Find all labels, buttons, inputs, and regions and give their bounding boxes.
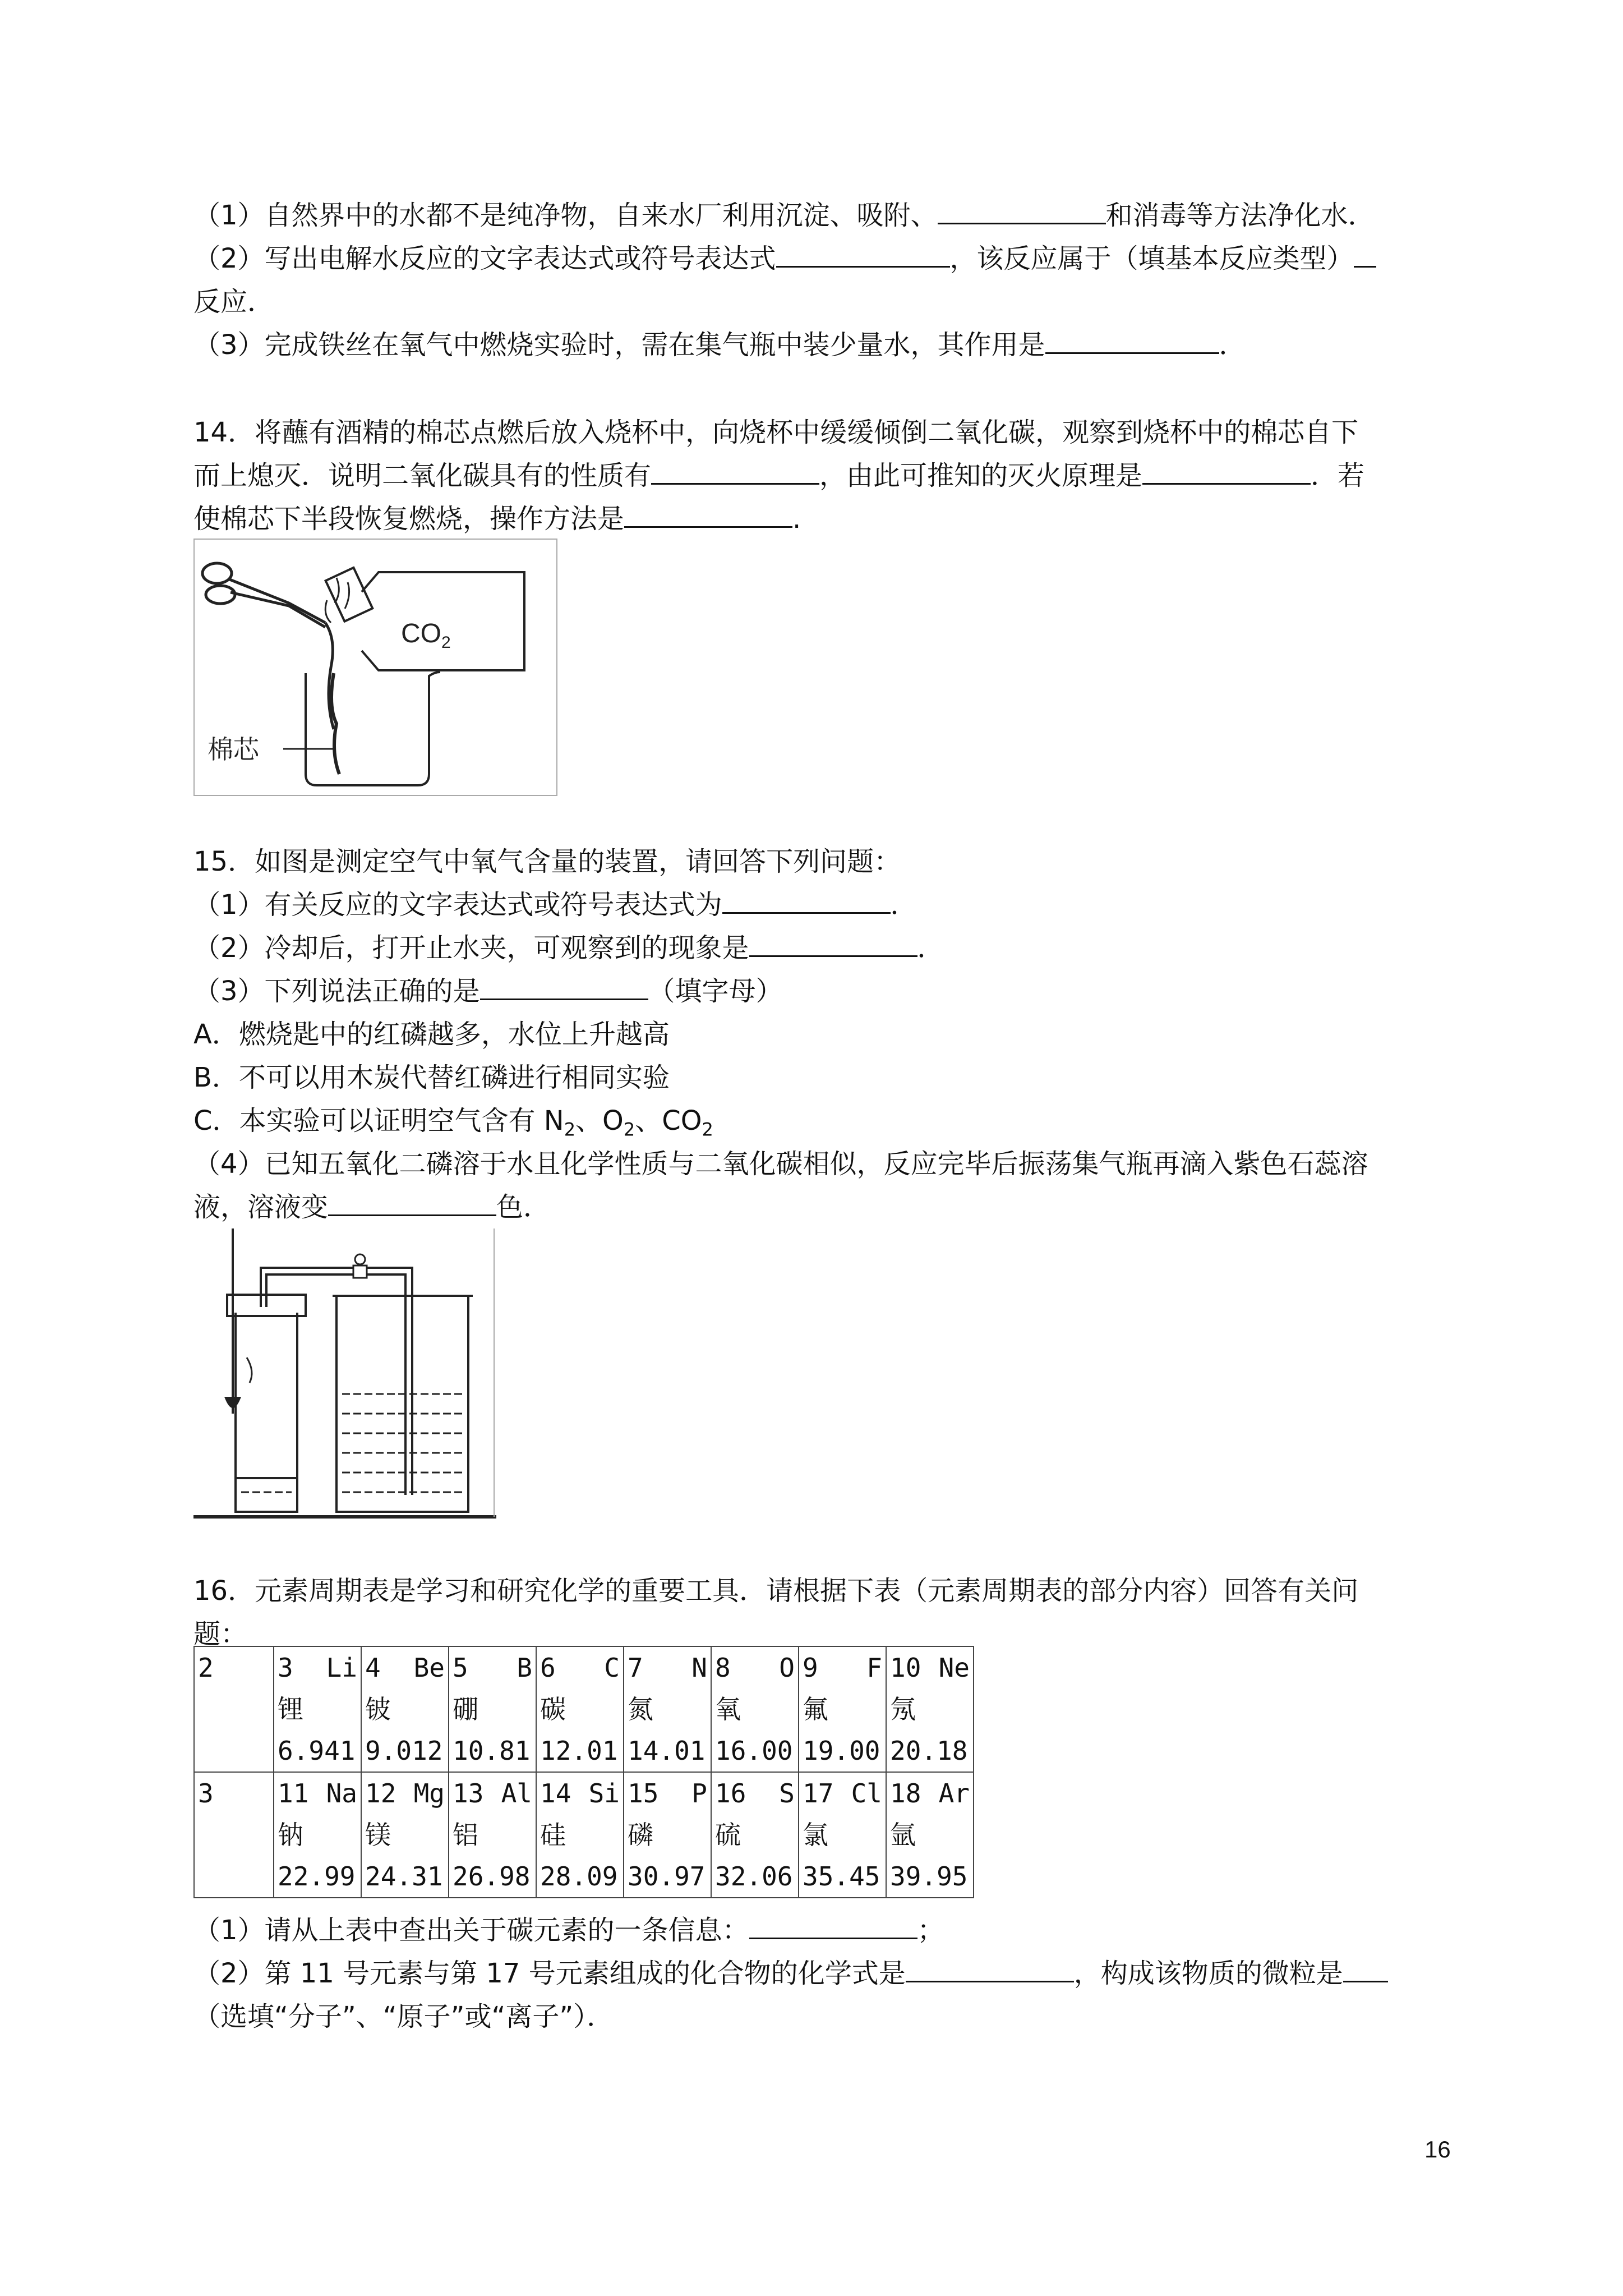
atomic-number: 3 bbox=[278, 1653, 293, 1683]
q15-part4-cont: 液，溶液变 色． bbox=[193, 1187, 1444, 1227]
atomic-mass: 14.01 bbox=[628, 1736, 706, 1766]
atomic-mass: 12.01 bbox=[540, 1736, 618, 1766]
element-symbol: Ar bbox=[938, 1778, 970, 1809]
element-cell bbox=[624, 1646, 711, 1772]
element-name: 硅 bbox=[540, 1820, 566, 1850]
atomic-number: 6 bbox=[540, 1653, 556, 1683]
q15-option-a: A．燃烧匙中的红磷越多，水位上升越高 bbox=[193, 1019, 670, 1050]
gas-jar-icon bbox=[227, 1295, 306, 1512]
table-row bbox=[194, 1646, 974, 1772]
element-name: 硫 bbox=[715, 1820, 741, 1850]
q14-line3: 使棉芯下半段恢复燃烧，操作方法是 . bbox=[193, 499, 1444, 539]
beaker-icon bbox=[306, 672, 440, 785]
atomic-mass: 30.97 bbox=[628, 1861, 706, 1892]
element-symbol: Al bbox=[501, 1778, 532, 1809]
q15-part1: （1）有关反应的文字表达式或符号表达式为 ． bbox=[193, 885, 1444, 925]
element-name: 镁 bbox=[365, 1820, 391, 1850]
tongs-icon bbox=[202, 563, 334, 729]
clamp-icon bbox=[353, 1254, 367, 1278]
q15-part3: （3）下列说法正确的是 （填字母） bbox=[193, 971, 1444, 1011]
flame-icon bbox=[325, 578, 349, 623]
atomic-mass: 10.81 bbox=[453, 1736, 531, 1766]
period-cell: 2 bbox=[194, 1646, 274, 1772]
element-name: 氖 bbox=[890, 1694, 916, 1724]
element-name: 锂 bbox=[278, 1694, 303, 1724]
element-symbol: O bbox=[779, 1653, 795, 1683]
oxygen-apparatus-figure bbox=[193, 1228, 508, 1520]
answer-blank[interactable] bbox=[1142, 458, 1311, 485]
element-name: 磷 bbox=[628, 1820, 653, 1850]
element-cell bbox=[624, 1772, 711, 1898]
q13-part1: （1）自然界中的水都不是纯净物，自来水厂利用沉淀、吸附、 和消毒等方法净化水． bbox=[193, 195, 1444, 236]
element-symbol: P bbox=[691, 1778, 707, 1809]
atomic-mass: 22.99 bbox=[278, 1861, 356, 1892]
element-cell bbox=[799, 1646, 886, 1772]
atomic-number: 7 bbox=[628, 1653, 643, 1683]
answer-blank[interactable] bbox=[651, 458, 819, 485]
element-name: 氟 bbox=[803, 1694, 828, 1724]
element-name: 铝 bbox=[453, 1820, 478, 1850]
q13-part2: （2）写出电解水反应的文字表达式或符号表达式 ，该反应属于（填基本反应类型） bbox=[193, 238, 1444, 279]
atomic-number: 11 bbox=[278, 1778, 309, 1809]
element-cell bbox=[361, 1772, 449, 1898]
answer-blank[interactable] bbox=[1343, 1956, 1388, 1982]
answer-blank[interactable] bbox=[722, 887, 891, 914]
atomic-number: 10 bbox=[890, 1653, 921, 1683]
element-cell bbox=[886, 1646, 974, 1772]
element-symbol: C bbox=[604, 1653, 620, 1683]
atomic-number: 13 bbox=[453, 1778, 484, 1809]
answer-blank[interactable] bbox=[624, 501, 792, 528]
element-cell bbox=[536, 1772, 624, 1898]
element-name: 钠 bbox=[278, 1820, 303, 1850]
svg-text:CO2: $CO_2$ bbox=[401, 619, 451, 652]
element-name: 氯 bbox=[803, 1820, 828, 1850]
atomic-mass: 16.00 bbox=[715, 1736, 793, 1766]
water-beaker-icon bbox=[333, 1296, 473, 1512]
q16-line1: 16．元素周期表是学习和研究化学的重要工具．请根据下表（元素周期表的部分内容）回答有关问 bbox=[193, 1575, 1359, 1607]
element-symbol: B bbox=[517, 1653, 532, 1683]
element-symbol: Be bbox=[413, 1653, 445, 1683]
atomic-mass: 19.00 bbox=[803, 1736, 880, 1766]
q16-part1: （1）请从上表中查出关于碳元素的一条信息： ； bbox=[193, 1910, 1444, 1950]
element-symbol: Cl bbox=[851, 1778, 882, 1809]
answer-blank[interactable] bbox=[938, 198, 1106, 224]
atomic-number: 17 bbox=[803, 1778, 834, 1809]
element-cell bbox=[361, 1646, 449, 1772]
atomic-mass: 32.06 bbox=[715, 1861, 793, 1892]
q16-part2-cont: （选填“分子”、“原子”或“离子”）． bbox=[193, 2001, 614, 2032]
answer-blank[interactable] bbox=[906, 1956, 1074, 1982]
atomic-number: 16 bbox=[715, 1778, 746, 1809]
q15-option-b: B．不可以用木炭代替红磷进行相同实验 bbox=[193, 1062, 670, 1093]
element-name: 氩 bbox=[890, 1820, 916, 1850]
element-name: 氮 bbox=[628, 1694, 653, 1724]
element-cell bbox=[449, 1646, 536, 1772]
element-cell bbox=[711, 1646, 799, 1772]
atomic-number: 18 bbox=[890, 1778, 921, 1809]
atomic-mass: 28.09 bbox=[540, 1861, 618, 1892]
element-cell bbox=[886, 1772, 974, 1898]
atomic-number: 12 bbox=[365, 1778, 396, 1809]
element-symbol: S bbox=[779, 1778, 795, 1809]
periodic-table bbox=[193, 1646, 974, 1898]
answer-blank[interactable] bbox=[749, 931, 917, 957]
q14-line2: 而上熄灭．说明二氧化碳具有的性质有 ，由此可推知的灭火原理是 ．若 bbox=[193, 455, 1444, 496]
q13-part2-cont: 反应． bbox=[193, 286, 275, 318]
atomic-mass: 35.45 bbox=[803, 1861, 880, 1892]
atomic-number: 5 bbox=[453, 1653, 468, 1683]
atomic-mass: 39.95 bbox=[890, 1861, 968, 1892]
element-cell bbox=[799, 1772, 886, 1898]
element-cell bbox=[274, 1772, 361, 1898]
answer-blank[interactable] bbox=[480, 974, 648, 1000]
atomic-number: 14 bbox=[540, 1778, 571, 1809]
element-symbol: Ne bbox=[938, 1653, 970, 1683]
element-symbol: Mg bbox=[413, 1778, 445, 1809]
element-cell bbox=[536, 1646, 624, 1772]
element-symbol: Si bbox=[588, 1778, 620, 1809]
element-name: 氧 bbox=[715, 1694, 741, 1724]
atomic-mass: 6.941 bbox=[278, 1736, 356, 1766]
q15-part4: （4）已知五氧化二磷溶于水且化学性质与二氧化碳相似，反应完毕后振荡集气瓶再滴入紫色石蕊溶 bbox=[193, 1148, 1368, 1180]
atomic-mass: 24.31 bbox=[365, 1861, 443, 1892]
element-symbol: N bbox=[691, 1653, 707, 1683]
element-symbol: Li bbox=[326, 1653, 357, 1683]
answer-blank[interactable] bbox=[776, 241, 950, 268]
table-row bbox=[194, 1772, 974, 1898]
element-name: 铍 bbox=[365, 1694, 391, 1724]
element-cell bbox=[711, 1772, 799, 1898]
atomic-number: 9 bbox=[803, 1653, 818, 1683]
element-name: 碳 bbox=[540, 1694, 566, 1724]
page-number: 16 bbox=[1424, 2136, 1451, 2162]
atomic-mass: 26.98 bbox=[453, 1861, 531, 1892]
element-name: 硼 bbox=[453, 1694, 478, 1724]
element-cell bbox=[274, 1646, 361, 1772]
q13-part3: （3）完成铁丝在氧气中燃烧实验时，需在集气瓶中装少量水，其作用是 ． bbox=[193, 325, 1444, 365]
element-symbol: F bbox=[866, 1653, 882, 1683]
atomic-number: 15 bbox=[628, 1778, 659, 1809]
q16-line2: 题： bbox=[193, 1618, 248, 1650]
q15-title: 15．如图是测定空气中氧气含量的装置，请回答下列问题： bbox=[193, 846, 901, 877]
co2-beaker-figure bbox=[193, 539, 558, 797]
q15-option-c: C．本实验可以证明空气含有 $N_2$、$O_2$、$CO_2$ bbox=[193, 1105, 713, 1140]
element-symbol: Na bbox=[326, 1778, 357, 1809]
q14-line1: 14．将蘸有酒精的棉芯点燃后放入烧杯中，向烧杯中缓缓倾倒二氧化碳，观察到烧杯中的棉芯自下 bbox=[193, 417, 1359, 448]
answer-blank[interactable] bbox=[749, 1913, 917, 1939]
element-cell bbox=[449, 1772, 536, 1898]
q16-part2: （2）第 11 号元素与第 17 号元素组成的化合物的化学式是 ，构成该物质的微粒是 bbox=[193, 1953, 1444, 1994]
atomic-number: 4 bbox=[365, 1653, 381, 1683]
atomic-number: 8 bbox=[715, 1653, 731, 1683]
period-cell: 3 bbox=[194, 1772, 274, 1898]
wick-label: 棉芯 bbox=[208, 734, 259, 765]
atomic-mass: 20.18 bbox=[890, 1736, 968, 1766]
answer-blank[interactable] bbox=[328, 1190, 496, 1216]
atomic-mass: 9.012 bbox=[365, 1736, 443, 1766]
q15-part2: （2）冷却后，打开止水夹，可观察到的现象是 ． bbox=[193, 928, 1444, 968]
answer-blank[interactable] bbox=[1354, 241, 1376, 268]
answer-blank[interactable] bbox=[1045, 328, 1219, 354]
